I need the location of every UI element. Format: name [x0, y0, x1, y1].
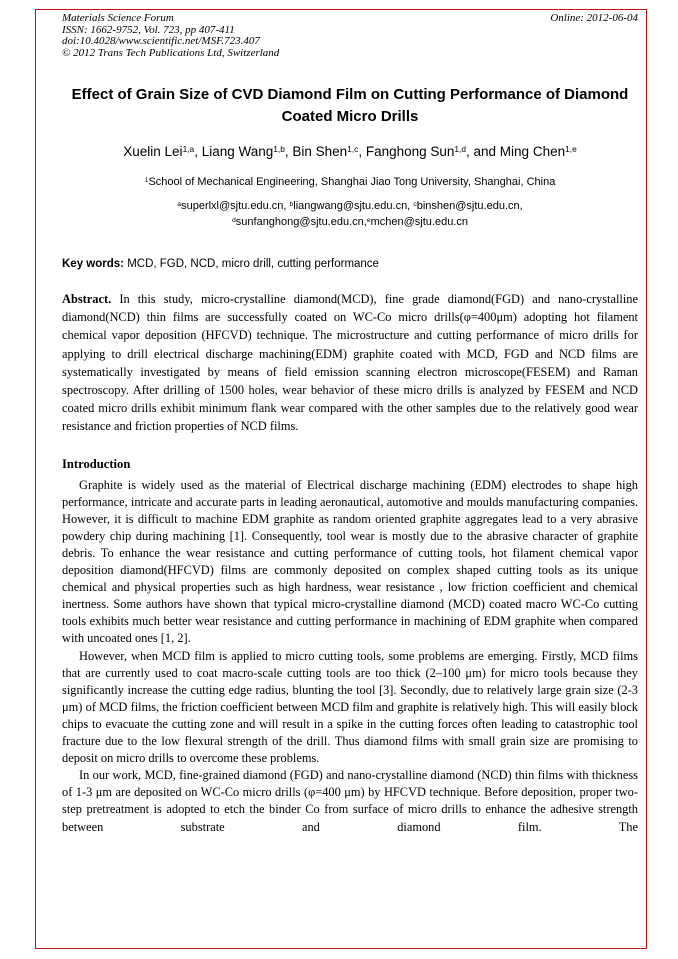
section-heading-introduction: Introduction — [62, 456, 131, 471]
page-content — [62, 13, 638, 836]
journal-name: Materials Science Forum — [62, 12, 174, 24]
body-paragraph-3: In our work, MCD, fine-grained diamond (FGD) and nano-crystalline diamond (NCD) thin films with thickness of 1-3 μm are deposited on WC-Co micro drills (φ=400 μm) by HFCVD technique. Before deposition, proper two-step pretreatment is adopted to etch the binder Co from surface of micro drills to enhance the adhesive strength between substrate and diamond film. The — [62, 768, 638, 834]
journal-issn-line: ISSN: 1662-9752, Vol. 723, pp 407-411 — [62, 23, 235, 36]
online-date: Online: 2012-06-04 — [550, 12, 638, 24]
keywords-line: Key words: MCD, FGD, NCD, micro drill, cutting performance — [62, 258, 379, 270]
authors-line: Xuelin Lei$^{1,a}$, Liang Wang$^{1,b}$, Bin Shen$^{1,c}$, Fanghong Sun$^{1,d}$, and Ming Chen$^{1,e}$ — [123, 144, 577, 159]
body-paragraph-2: However, when MCD film is applied to micro cutting tools, some problems are emerging. Firstly, MCD films that are currently used to coat macro-scale cutting tools are too thick (2–100 μm) for micro tools because they significantly increase the cutting edge radius, blunting the tool [3]. Secondly, due to relatively large grain size (2-3 μm) of MCD films, the friction coefficient between MCD film and graphite is relatively high. This will easily block chips to evacuate the cutting zone and will result in a spike in the cutting forces often leading to catastrophic tool fracture due to the low flexural strength of the drill. Thus diamond films with small grain size are promising to deposit on micro drills to overcome these problems. — [62, 648, 638, 766]
journal-doi-line: doi:10.4028/www.scientific.net/MSF.723.407 — [62, 35, 260, 47]
paper-title: Effect of Grain Size of CVD Diamond Film on Cutting Performance of Diamond Coated Micro Drills — [71, 86, 629, 125]
journal-header — [62, 13, 638, 59]
journal-copyright-line: © 2012 Trans Tech Publications Ltd, Switzerland — [62, 46, 280, 59]
email-line-2: $^d$sunfanghong@sjtu.edu.cn,$^e$mchen@sjtu.edu.cn — [231, 216, 469, 228]
affiliation-line: $^1$School of Mechanical Engineering, Shanghai Jiao Tong University, Shanghai, China — [144, 176, 556, 188]
journal-header-left — [62, 13, 279, 59]
abstract-paragraph: Abstract. In this study, micro-crystalline diamond(MCD), fine grade diamond(FGD) and nano-crystalline diamond(NCD) thin films are successfully coated on WC-Co micro drills(φ=400μm) adopting hot filament chemical vapor deposition (HFCVD) technique. The microstructure and cutting performance of micro drills for applying to drill electrical discharge machining(EDM) graphite coated with MCD, FGD and NCD films are systematically investigated by means of field emission scanning electron microscope(FESEM) and Raman spectroscopy. After drilling of 1500 holes, wear behavior of these micro drills is analyzed by FESEM and NCD coated micro drills exhibit minimum flank wear compared with the other samples due to the relatively good wear resistance and friction properties of NCD films. — [62, 292, 638, 434]
body-paragraph-1: Graphite is widely used as the material of Electrical discharge machining (EDM) electrodes to shape high performance, intricate and accurate parts in leading aeronautical, automotive and moulds manufacturing companies. However, it is difficult to machine EDM graphite as random oriented graphite aggregates lead to a very abrasive powdery chip during machining [1]. Consequently, tool wear is mostly due to the abrasive character of graphite debris. To enhance the wear resistance and cutting performance of cutting tools, hot filament chemical vapor deposition diamond(HFCVD) films are commonly deposited on complex shaped cutting tools as its unique chemical and physical properties such as high hardness, wear resistance , low friction coefficient and chemical inertness. Some authors have shown that typical micro-crystalline diamond (MCD) coated macro WC-Co cutting tools exhibits much better wear resistance and cutting performance in machining of EDM graphite when compared with uncoated ones [1, 2]. — [62, 477, 638, 646]
email-line-1: $^a$superlxl@sjtu.edu.cn, $^b$liangwang@sjtu.edu.cn, $^c$binshen@sjtu.edu.cn, — [177, 200, 523, 212]
